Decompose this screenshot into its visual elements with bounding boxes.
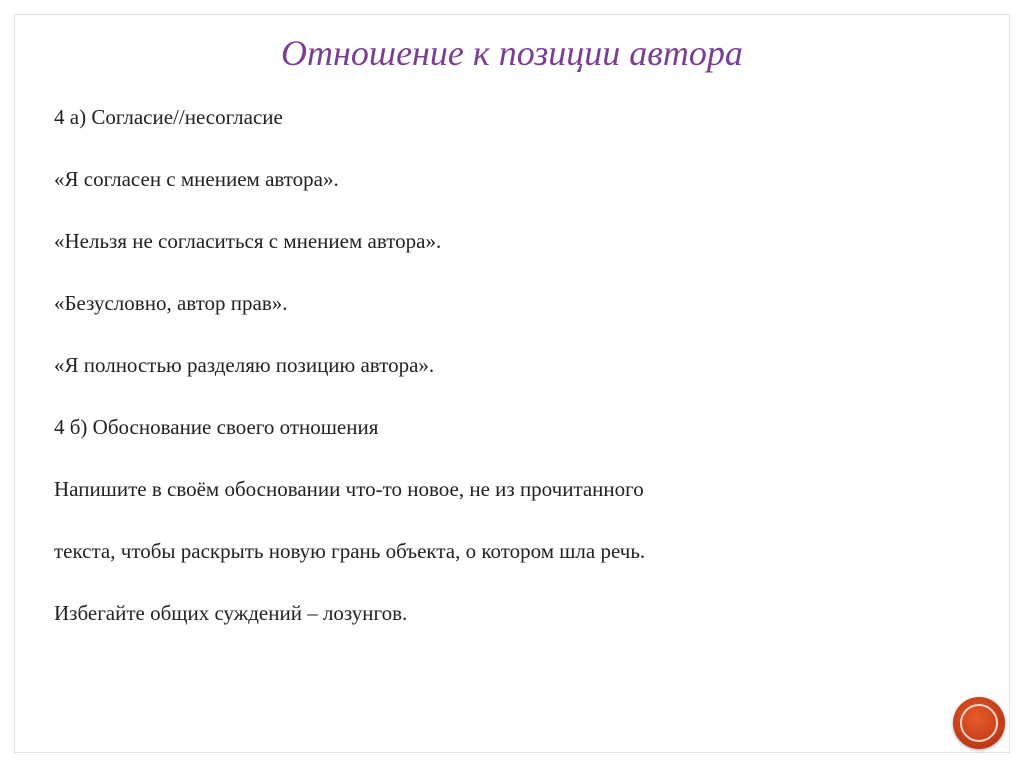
text-line-quote-4: «Я полностью разделяю позицию автора». bbox=[54, 353, 435, 377]
text-line-instruction-1: Напишите в своём обосновании что-то новое, не из прочитанного bbox=[54, 477, 644, 501]
text-line-instruction-3: Избегайте общих суждений – лозунгов. bbox=[54, 601, 408, 625]
text-line-justification-heading: 4 б) Обоснование своего отношения bbox=[54, 415, 379, 439]
slide-title: Отношение к позиции автора bbox=[281, 33, 743, 73]
text-line-quote-2: «Нельзя не согласиться с мнением автора». bbox=[54, 229, 442, 253]
slide-body bbox=[54, 104, 954, 662]
slide-nav-button[interactable] bbox=[953, 697, 1005, 749]
text-line-quote-1: «Я согласен с мнением автора». bbox=[54, 167, 339, 191]
text-line-agreement-heading: 4 а) Согласие//несогласие bbox=[54, 105, 283, 129]
text-line-quote-3: «Безусловно, автор прав». bbox=[54, 291, 288, 315]
circle-icon bbox=[960, 704, 998, 742]
text-line-instruction-2: текста, чтобы раскрыть новую грань объекта, о котором шла речь. bbox=[54, 539, 646, 563]
